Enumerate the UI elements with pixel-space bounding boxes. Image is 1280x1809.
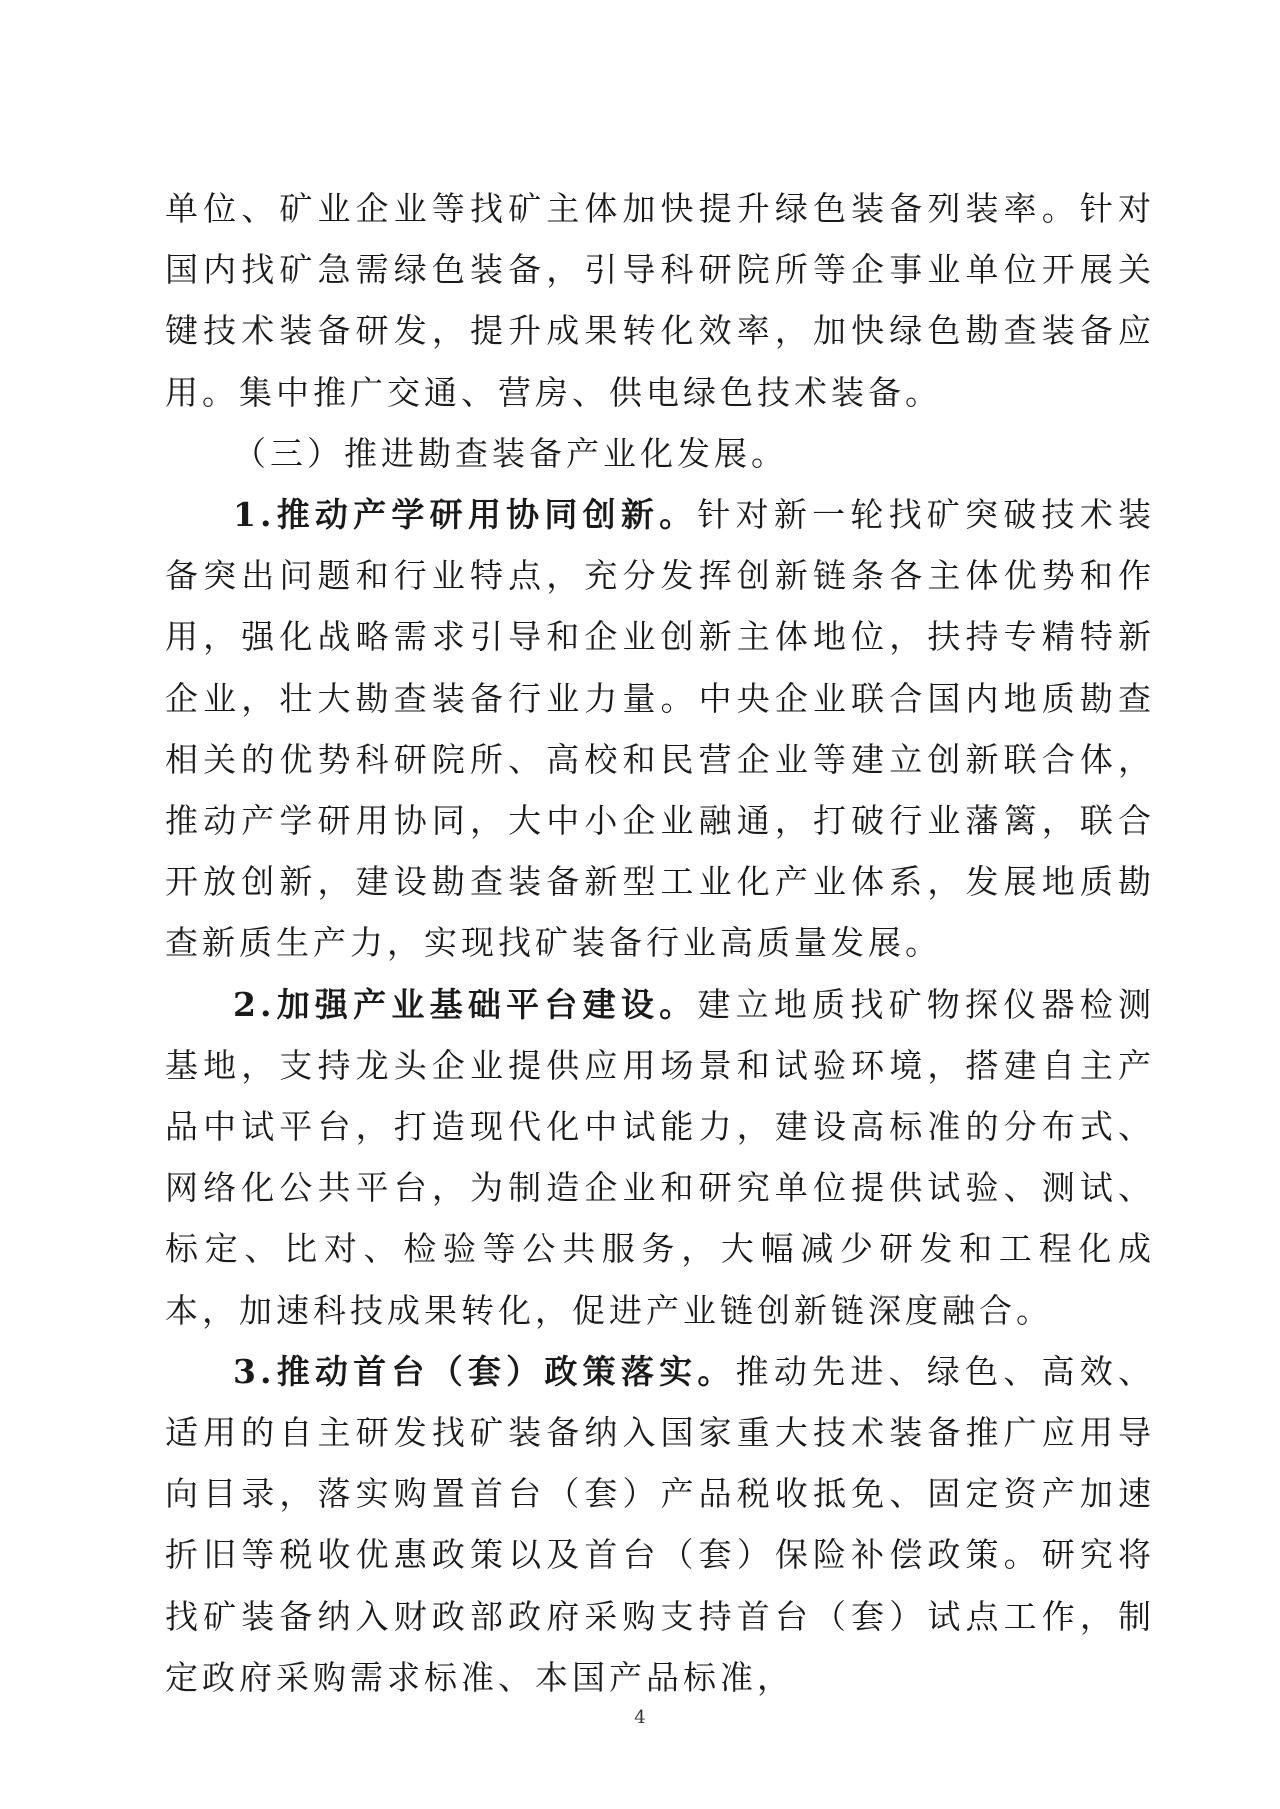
paragraph-title: 1.推动产学研用协同创新。 — [233, 495, 698, 535]
page-number: 4 — [634, 1707, 646, 1728]
paragraph-text: 单位、矿业企业等找矿主体加快提升绿色装备列装率。针对国内找矿急需绿色装备，引导科研院所等企事业单位开展关键技术装备研发，提升成果转化效率，加快绿色勘查装备应用。集中推广交通、营房、供电绿色技术装备。 — [165, 189, 1155, 412]
section-heading — [165, 423, 1155, 484]
paragraph-text: 针对新一轮找矿突破技术装备突出问题和行业特点，充分发挥创新链条各主体优势和作用，强化战略需求引导和企业创新主体地位，扶持专精特新企业，壮大勘查装备行业力量。中央企业联合国内地质勘查相关的优势科研院所、高校和民营企业等建立创新联合体，推动产学研用协同，大中小企业融通，打破行业藩篱，联合开放创新，建设勘查装备新型工业化产业体系，发展地质勘查新质生产力，实现找矿装备行业高质量发展。 — [165, 495, 1156, 963]
section-heading-text: （三）推进勘查装备产业化发展。 — [233, 433, 788, 473]
paragraph-item-1 — [165, 484, 1155, 974]
paragraph-item-3 — [165, 1341, 1155, 1708]
paragraph-continuation — [165, 178, 1155, 423]
paragraph-text: 建立地质找矿物探仪器检测基地，支持龙头企业提供应用场景和试验环境，搭建自主产品中试平台，打造现代化中试能力，建设高标准的分布式、网络化公共平台，为制造企业和研究单位提供试验、测试、标定、比对、检验等公共服务，大幅减少研发和工程化成本，加速科技成果转化，促进产业链创新链深度融合。 — [165, 984, 1156, 1330]
paragraph-title: 2.加强产业基础平台建设。 — [233, 984, 698, 1024]
document-body — [165, 178, 1155, 1708]
paragraph-text: 推动先进、绿色、高效、适用的自主研发找矿装备纳入国家重大技术装备推广应用导向目录，落实购置首台（套）产品税收抵免、固定资产加速折旧等税收优惠政策以及首台（套）保险补偿政策。研究将找矿装备纳入财政部政府采购支持首台（套）试点工作，制定政府采购需求标准、本国产品标准， — [165, 1351, 1156, 1697]
paragraph-title: 3.推动首台（套）政策落实。 — [233, 1351, 736, 1391]
paragraph-item-2 — [165, 974, 1155, 1341]
